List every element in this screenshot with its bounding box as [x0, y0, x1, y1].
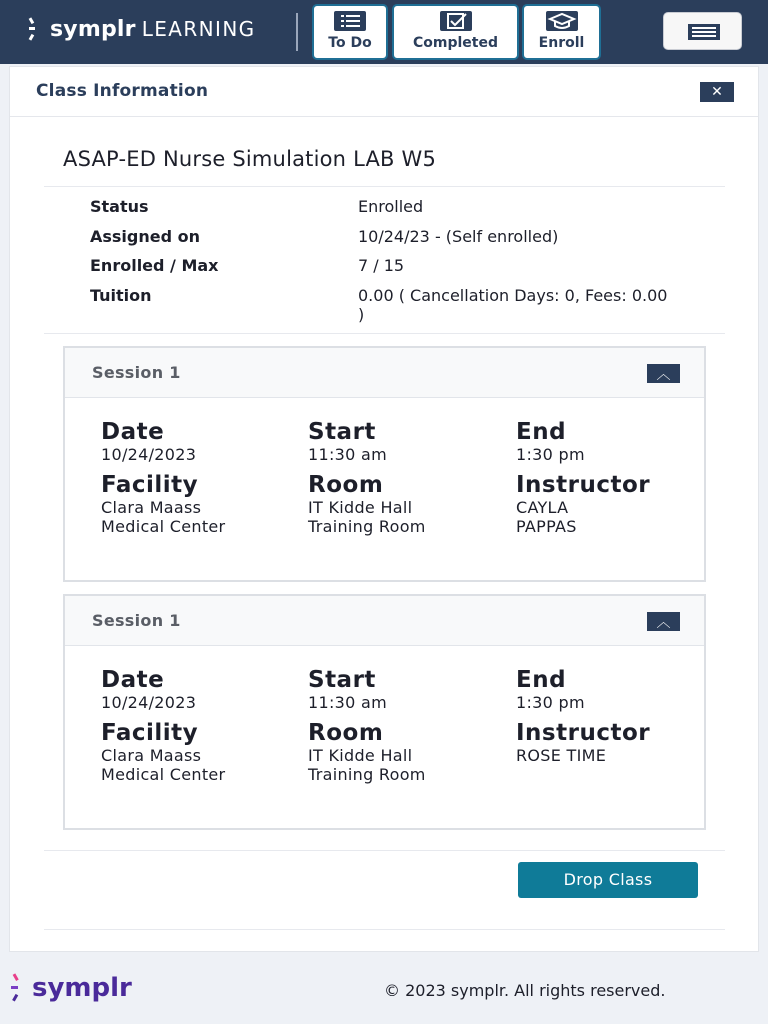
session-facility [101, 720, 251, 784]
assigned-on-label: Assigned on [90, 227, 201, 246]
session-title: Session 1 [92, 363, 181, 382]
enrolled-max-label: Enrolled / Max [90, 256, 219, 275]
session-end [516, 667, 696, 712]
start-value: 11:30 am [308, 445, 387, 464]
facility-label: Facility [101, 472, 199, 498]
footer-brand: symplr [32, 973, 132, 1003]
session-header[interactable] [65, 596, 704, 646]
session-date [101, 667, 281, 712]
collapse-button[interactable] [647, 364, 680, 383]
nav-completed-label: Completed [412, 35, 498, 51]
tuition-value: 0.00 ( Cancellation Days: 0, Fees: 0.00 ) [358, 286, 668, 324]
drop-class-button[interactable]: Drop Class [518, 862, 698, 898]
room-label: Room [308, 720, 384, 746]
session-title: Session 1 [92, 611, 181, 630]
date-label: Date [101, 419, 165, 445]
date-value: 10/24/2023 [101, 445, 197, 464]
session-room [308, 472, 458, 536]
session-facility [101, 472, 251, 536]
chevron-up-icon: ︿ [656, 615, 671, 631]
room-value: IT Kidde Hall Training Room [308, 498, 426, 536]
brand-name: symplr [50, 16, 136, 42]
tuition-label: Tuition [90, 286, 152, 305]
status-label: Status [90, 197, 149, 216]
session-instructor [516, 720, 686, 765]
instructor-value: ROSE TIME [516, 746, 607, 765]
divider [44, 333, 725, 334]
nav-todo-label: To Do [328, 35, 372, 51]
symplr-logo-icon [28, 16, 44, 42]
session-card [63, 594, 706, 830]
instructor-label: Instructor [516, 720, 651, 746]
end-label: End [516, 667, 567, 693]
enrolled-max-value: 7 / 15 [358, 256, 405, 275]
instructor-label: Instructor [516, 472, 651, 498]
hamburger-icon [688, 24, 720, 40]
footer-logo[interactable] [10, 972, 132, 1004]
end-value: 1:30 pm [516, 693, 585, 712]
session-end [516, 419, 696, 464]
facility-value: Clara Maass Medical Center [101, 498, 226, 536]
session-card [63, 346, 706, 582]
session-start [308, 419, 488, 464]
nav-enroll-button[interactable] [522, 4, 601, 60]
header-divider [296, 13, 298, 51]
divider [44, 850, 725, 851]
room-label: Room [308, 472, 384, 498]
nav-completed-button[interactable] [392, 4, 519, 60]
end-label: End [516, 419, 567, 445]
divider [44, 186, 725, 187]
date-value: 10/24/2023 [101, 693, 197, 712]
facility-label: Facility [101, 720, 199, 746]
session-room [308, 720, 458, 784]
start-label: Start [308, 419, 376, 445]
collapse-button[interactable] [647, 612, 680, 631]
panel-header [10, 67, 758, 117]
app-logo[interactable] [28, 16, 256, 42]
chevron-up-icon: ︿ [656, 367, 671, 383]
close-button[interactable] [700, 82, 734, 102]
symplr-logo-icon [10, 972, 28, 1004]
class-title: ASAP-ED Nurse Simulation LAB W5 [63, 147, 437, 171]
product-name: LEARNING [141, 17, 256, 41]
assigned-on-value: 10/24/23 - (Self enrolled) [358, 227, 559, 246]
date-label: Date [101, 667, 165, 693]
close-icon: ✕ [711, 84, 723, 100]
panel-title: Class Information [36, 81, 209, 101]
end-value: 1:30 pm [516, 445, 585, 464]
divider [44, 929, 725, 930]
nav-enroll-label: Enroll [538, 35, 585, 51]
nav-todo-button[interactable] [312, 4, 388, 60]
graduation-cap-icon [546, 11, 578, 31]
session-instructor [516, 472, 686, 536]
class-information-panel [9, 66, 759, 952]
top-navbar [0, 0, 768, 64]
instructor-value: CAYLA PAPPAS [516, 498, 577, 536]
facility-value: Clara Maass Medical Center [101, 746, 226, 784]
session-header[interactable] [65, 348, 704, 398]
start-value: 11:30 am [308, 693, 387, 712]
session-date [101, 419, 281, 464]
checkbox-icon [440, 11, 472, 31]
copyright-text: © 2023 symplr. All rights reserved. [384, 981, 666, 1000]
room-value: IT Kidde Hall Training Room [308, 746, 426, 784]
list-icon [334, 11, 366, 31]
menu-button[interactable] [663, 12, 742, 50]
session-start [308, 667, 488, 712]
start-label: Start [308, 667, 376, 693]
status-value: Enrolled [358, 197, 424, 216]
